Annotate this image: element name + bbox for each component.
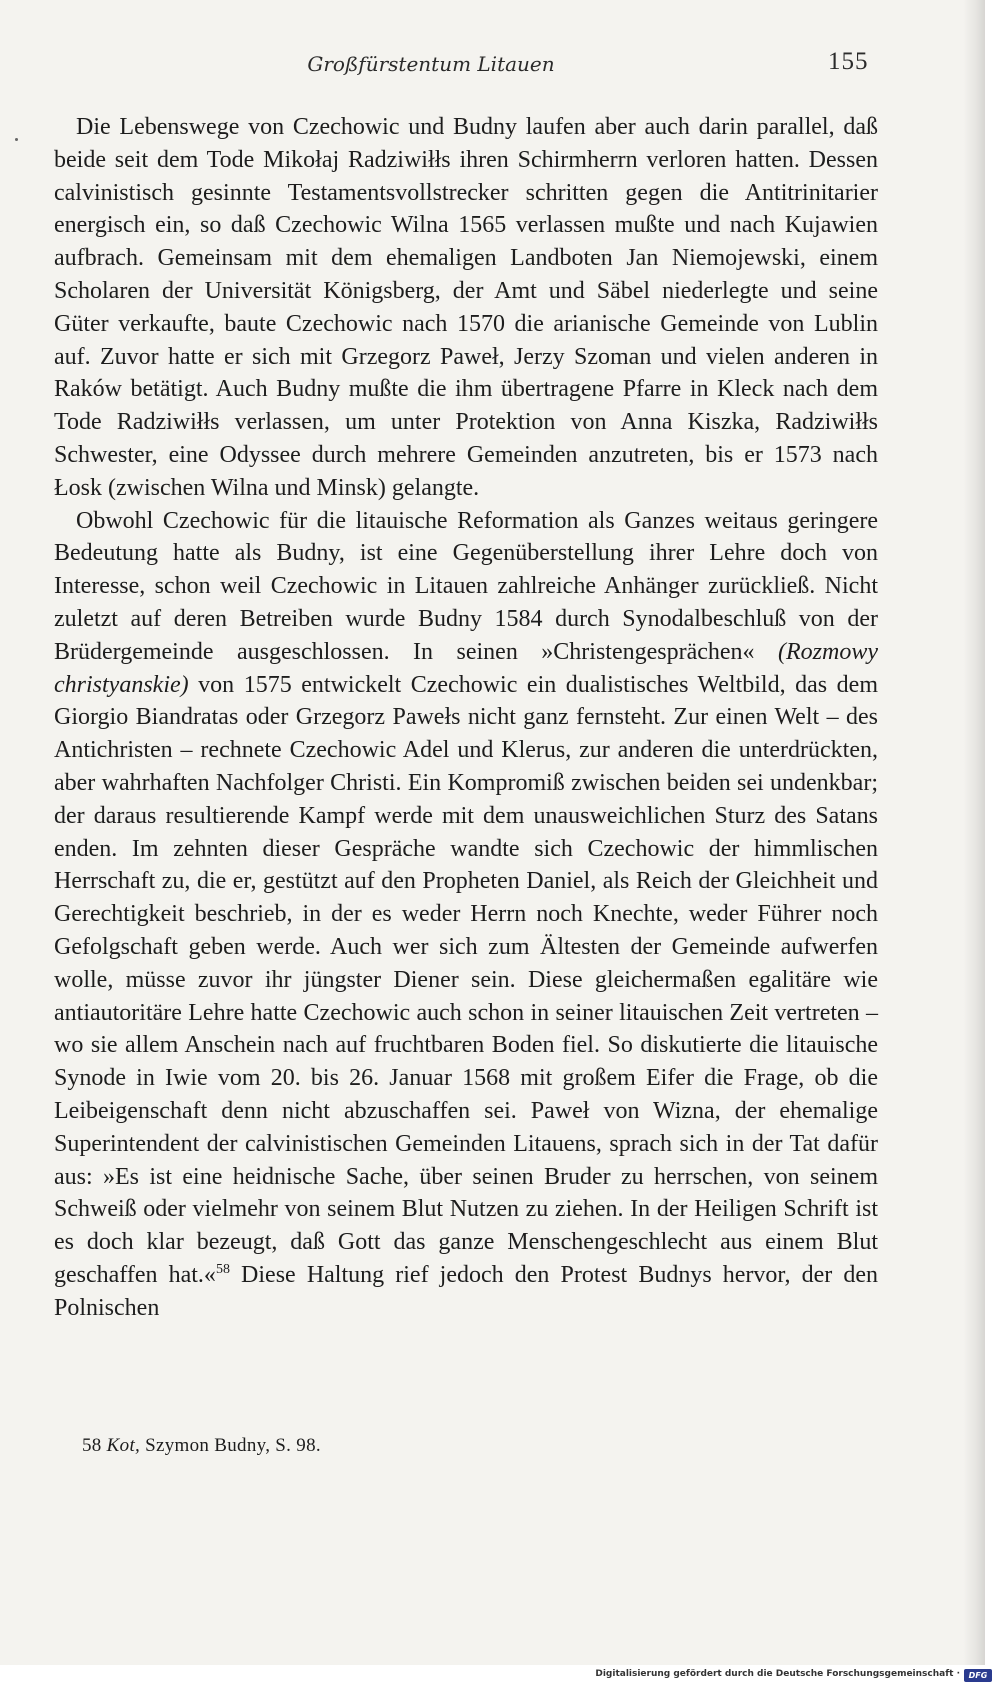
footnote-58 bbox=[82, 1435, 321, 1457]
page-gutter-shadow bbox=[963, 0, 985, 1665]
paragraph-2-text-start: Obwohl Czechowic für die litauische Reformation als Ganzes weitaus geringere Bedeutung hatte als Budny, ist eine Gegenüberstellung ihrer Lehre doch von Interesse, schon weil Czechowic in Litauen zahlreiche Anhänger zurückließ. Nicht zuletzt auf deren Betreiben wurde Budny 1584 durch Synodalbeschluß von der Brüdergemeinde ausgeschlossen. In seinen »Christengesprächen« bbox=[54, 507, 878, 665]
footnote-author: Kot, bbox=[106, 1435, 141, 1456]
paragraph-2 bbox=[54, 505, 878, 1325]
running-header-title: Großfürstentum Litauen bbox=[307, 52, 555, 76]
main-text-block bbox=[54, 111, 878, 1324]
dfg-logo[interactable]: DFG bbox=[964, 1669, 992, 1682]
paragraph-2-text-end: Diese Haltung rief jedoch den Protest Budnys hervor, der den Polnischen bbox=[54, 1261, 878, 1321]
margin-speck bbox=[15, 138, 18, 141]
footnote-number: 58 bbox=[82, 1435, 102, 1456]
paragraph-2-italic-title: (Rozmowy christyanskie) bbox=[54, 638, 878, 698]
footnote-reference-58[interactable]: 58 bbox=[215, 1261, 230, 1277]
paragraph-2-text-middle: von 1575 entwickelt Czechowic ein dualistisches Weltbild, das dem Giorgio Biandratas oder Grzegorz Pawełs nicht ganz fernsteht. Zur einen Welt – des Antichristen – rechnete Czechowic Adel und Klerus, zur anderen die unterdrückten, aber wahrhaften Nachfolger Christi. Ein Kompromiß zwischen beiden sei undenkbar; der daraus resultierende Kampf werde mit dem unausweichlichen Sturz des Satans enden. Im zehnten dieser Gespräche wandte sich Czechowic der himmlischen Herrschaft zu, die er, gestützt auf den Propheten Daniel, als Reich der Gleichheit und Gerechtigkeit beschrieb, in der es weder Herrn noch Knechte, weder Führer noch Gefolgschaft geben werde. Auch wer sich zum Ältesten der Gemeinde aufwerfen wolle, müsse zuvor ihr jüngster Diener sein. Diese gleichermaßen egalitäre wie antiautoritäre Lehre hatte Czechowic auch schon in seiner litauischen Zeit vertreten – wo sie allem Anschein nach auf fruchtbaren Boden fiel. So diskutierte die litauische Synode in Iwie vom 20. bis 26. Januar 1568 mit großem Eifer die Frage, ob die Leibeigenschaft denn nicht abzuschaffen sei. Paweł von Wizna, der ehemalige Superintendent der calvinistischen Gemeinden Litauens, sprach sich in der Tat dafür aus: »Es ist eine heidnische Sache, über seinen Bruder zu herrschen, von seinem Schweiß oder vielmehr von seinem Blut Nutzen zu ziehen. In der Heiligen Schrift ist es doch klar bezeugt, daß Gott das ganze Menschengeschlecht aus einem Blut geschaffen hat.« bbox=[54, 671, 878, 1288]
paragraph-1: Die Lebenswege von Czechowic und Budny laufen aber auch darin parallel, daß beide seit dem Tode Mikołaj Radziwiłłs ihren Schirmherrn verloren hatten. Dessen calvinistisch gesinnte Testamentsvollstrecker schritten gegen die Antitrinitarier energisch ein, so daß Czechowic Wilna 1565 verlassen mußte und nach Kujawien aufbrach. Gemeinsam mit dem ehemaligen Landboten Jan Niemojewski, einem Scholaren der Universität Königsberg, der Amt und Säbel niederlegte und seine Güter verkaufte, baute Czechowic nach 1570 die arianische Gemeinde von Lublin auf. Zuvor hatte er sich mit Grzegorz Paweł, Jerzy Szoman und vielen anderen in Raków betätigt. Auch Budny mußte die ihm übertragene Pfarre in Kleck nach dem Tode Radziwiłłs verlassen, um unter Protektion von Anna Kiszka, Radziwiłłs Schwester, eine Odyssee durch mehrere Gemeinden anzutreten, bis er 1573 nach Łosk (zwischen Wilna und Minsk) gelangte. bbox=[54, 114, 878, 501]
page-number: 155 bbox=[828, 48, 869, 75]
footnote-citation: Szymon Budny, S. 98. bbox=[140, 1435, 321, 1456]
dfg-funding-notice: Digitalisierung gefördert durch die Deutsche Forschungsgemeinschaft · bbox=[595, 1669, 960, 1679]
digitization-footer-bar bbox=[0, 1665, 1000, 1689]
